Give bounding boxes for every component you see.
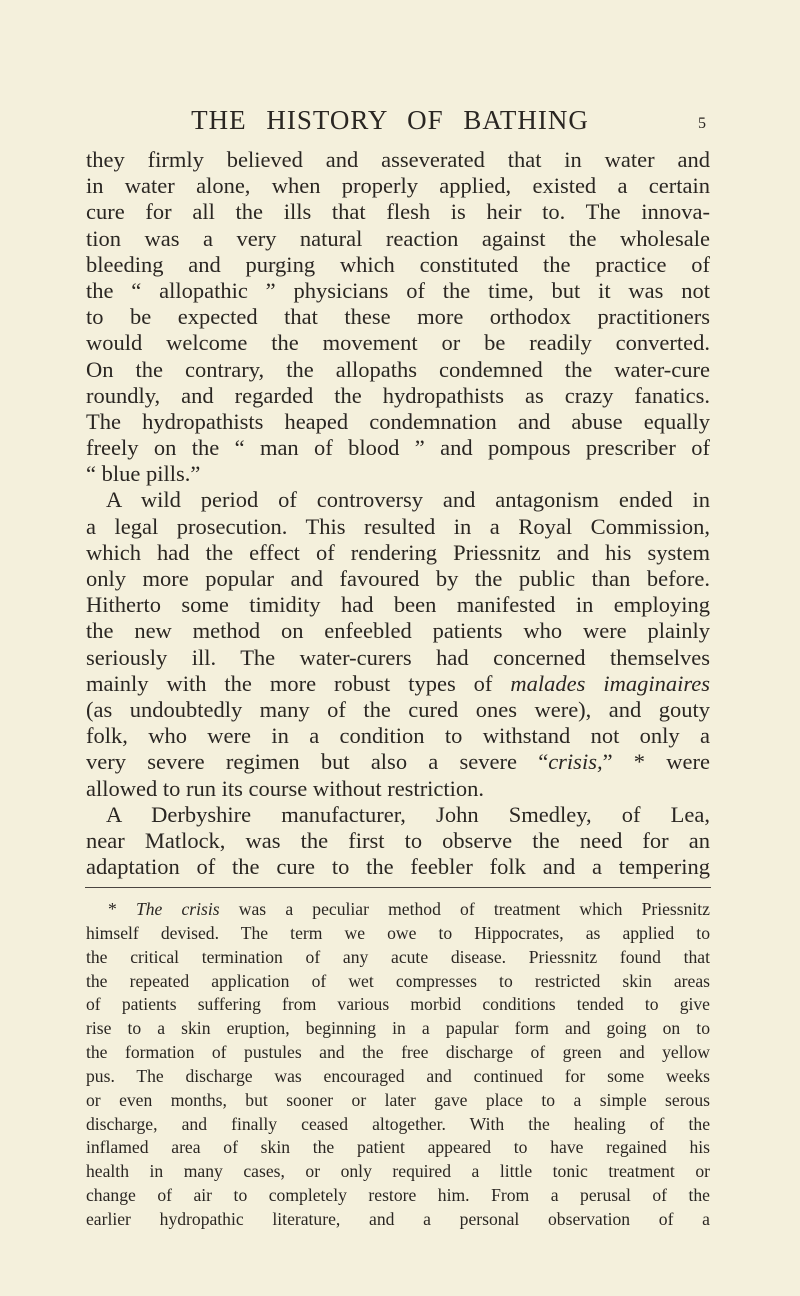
text-line (86, 147, 710, 173)
text-segment: Hitherto some timidity had been manifested in employing (86, 592, 710, 618)
text-line (86, 540, 710, 566)
text-segment: or even months, but sooner or later gave place to a simple serous (86, 1089, 710, 1110)
text-segment: himself devised. The term we owe to Hippocrates, as applied to (86, 922, 710, 943)
text-line (86, 618, 710, 644)
text-segment: very severe regimen but also a severe “ (86, 749, 549, 775)
text-segment: A wild period of controversy and antagonism ended in (106, 487, 710, 513)
footnote (86, 898, 710, 1232)
text-line (86, 383, 710, 409)
text-line (86, 854, 710, 880)
text-segment: the “ allopathic ” physicians of the time, but it was not (86, 277, 710, 303)
text-line (86, 898, 710, 922)
text-line (86, 1041, 710, 1065)
text-segment: of patients suffering from various morbid conditions tended to give (86, 994, 710, 1015)
text-segment: the new method on enfeebled patients who were plainly (86, 618, 710, 644)
text-line (86, 1160, 710, 1184)
text-segment: which had the effect of rendering Priessnitz and his system (86, 539, 710, 565)
text-segment: in water alone, when properly applied, existed a certain (86, 173, 710, 199)
text-segment: earlier hydropathic literature, and a personal observation of a (86, 1208, 710, 1229)
text-line (86, 487, 710, 513)
text-segment: allowed to run its course without restriction. (86, 775, 485, 801)
text-line (86, 749, 710, 775)
text-line (86, 645, 710, 671)
text-line (86, 776, 710, 802)
text-segment: a legal prosecution. This resulted in a Royal Commission, (86, 513, 710, 539)
text-line (86, 173, 710, 199)
page-header (0, 104, 800, 144)
running-head-title: THE HISTORY OF BATHING (191, 105, 589, 135)
text-segment: the formation of pustules and the free discharge of green and yellow (86, 1042, 710, 1063)
page-number: 5 (698, 115, 706, 132)
text-line (86, 1113, 710, 1137)
text-segment: * (108, 899, 136, 919)
text-line (86, 922, 710, 946)
text-segment: to be expected that these more orthodox practitioners (86, 304, 710, 330)
text-line (86, 1065, 710, 1089)
text-line (86, 1136, 710, 1160)
text-line (86, 435, 710, 461)
text-segment: was a peculiar method of treatment which Priessnitz (219, 899, 710, 919)
text-line (86, 252, 710, 278)
text-line (86, 330, 710, 356)
text-segment: (as undoubtedly many of the cured ones were), and gouty (86, 696, 710, 722)
text-segment: health in many cases, or only required a little tonic treatment or (86, 1161, 710, 1182)
text-segment: On the contrary, the allopaths condemned the water-cure (86, 356, 710, 382)
text-segment: “ blue pills.” (86, 461, 201, 487)
text-line (86, 723, 710, 749)
footnote-divider (85, 887, 711, 888)
text-line (86, 226, 710, 252)
text-line (86, 409, 710, 435)
text-line (86, 1208, 710, 1232)
text-segment: near Matlock, was the first to observe the need for an (86, 827, 710, 853)
text-segment: the repeated application of wet compresses to restricted skin areas (86, 970, 710, 991)
text-segment: The hydropathists heaped condemnation and abuse equally (86, 408, 710, 434)
text-line (86, 802, 710, 828)
text-segment: rise to a skin eruption, beginning in a papular form and going on to (86, 1018, 710, 1039)
text-line (86, 592, 710, 618)
text-segment: ” * were (602, 749, 710, 775)
text-line (86, 199, 710, 225)
text-line (86, 514, 710, 540)
text-segment: pus. The discharge was encouraged and continued for some weeks (86, 1065, 710, 1086)
text-line (86, 993, 710, 1017)
text-segment: bleeding and purging which constituted the practice of (86, 251, 710, 277)
text-line (86, 1017, 710, 1041)
body-text (86, 147, 710, 880)
text-line (86, 828, 710, 854)
text-segment: cure for all the ills that flesh is heir to. The innova- (86, 199, 710, 225)
text-line (86, 357, 710, 383)
text-segment: roundly, and regarded the hydropathists as crazy fanatics. (86, 382, 710, 408)
text-line (86, 946, 710, 970)
text-segment: the critical termination of any acute disease. Priessnitz found that (86, 946, 710, 967)
text-line (86, 566, 710, 592)
italic-text: malades imaginaires (510, 670, 710, 696)
text-line (86, 970, 710, 994)
text-segment: seriously ill. The water-curers had concerned themselves (86, 644, 710, 670)
text-line (86, 1089, 710, 1113)
text-segment: folk, who were in a condition to withstand not only a (86, 723, 710, 749)
italic-text: The crisis (135, 899, 220, 919)
text-segment: would welcome the movement or be readily converted. (86, 330, 710, 356)
text-line (86, 1184, 710, 1208)
text-line (86, 304, 710, 330)
text-segment: discharge, and finally ceased altogether. With the healing of the (86, 1113, 710, 1134)
text-segment: only more popular and favoured by the public than before. (86, 566, 710, 591)
text-segment: tion was a very natural reaction against the wholesale (86, 225, 710, 251)
text-segment: inflamed area of skin the patient appeared to have regained his (86, 1137, 710, 1158)
text-line (86, 278, 710, 304)
text-segment: freely on the “ man of blood ” and pompous prescriber of (86, 435, 710, 461)
text-segment: adaptation of the cure to the feebler folk and a tempering (86, 854, 710, 880)
text-segment: mainly with the more robust types of (86, 670, 511, 696)
text-line (86, 697, 710, 723)
text-segment: change of air to completely restore him. From a perusal of the (86, 1185, 710, 1206)
text-segment: they firmly believed and asseverated that in water and (86, 147, 710, 172)
text-segment: A Derbyshire manufacturer, John Smedley, of Lea, (106, 801, 710, 827)
text-line (86, 461, 710, 487)
italic-text: crisis, (548, 749, 603, 775)
text-line (86, 671, 710, 697)
